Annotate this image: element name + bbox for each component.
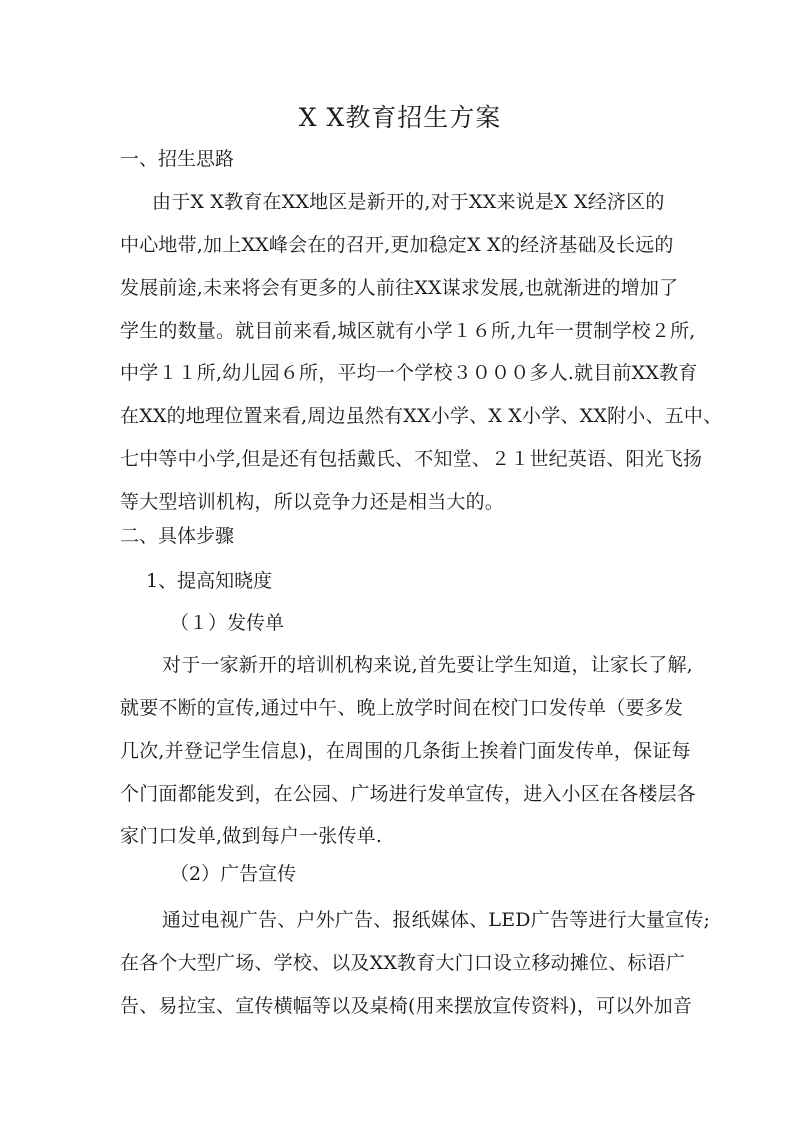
section-heading-1: 一、招生思路 <box>120 148 235 170</box>
paragraph-1-line-5: 中学１１所,幼儿园６所，平均一个学校３０００多人.就目前XX教育 <box>120 362 698 384</box>
subsection-heading-1: 1、提高知晓度 <box>146 570 273 592</box>
paragraph-2-line-4: 个门面都能发到，在公园、广场进行发单宣传，进入小区在各楼层各 <box>120 783 697 805</box>
paragraph-3-line-1: 通过电视广告、户外广告、报纸媒体、LED广告等进行大量宣传; <box>162 909 711 931</box>
document-title: X X教育招生方案 <box>298 103 502 132</box>
subsubsection-heading-2: （2）广告宣传 <box>170 863 297 885</box>
subsubsection-heading-1: （１）发传单 <box>170 612 285 634</box>
paragraph-1-line-1: 由于X X教育在XX地区是新开的,对于XX来说是X X经济区的 <box>152 191 665 213</box>
paragraph-1-line-3: 发展前途,未来将会有更多的人前往XX谋求发展,也就渐进的增加了 <box>120 277 679 299</box>
section-heading-2: 二、具体步骤 <box>120 525 235 547</box>
paragraph-3-line-3: 告、易拉宝、宣传横幅等以及桌椅(用来摆放宣传资料)，可以外加音 <box>120 995 693 1017</box>
paragraph-2-line-5: 家门口发单,做到每户一张传单. <box>120 825 383 847</box>
paragraph-1-line-8: 等大型培训机构，所以竞争力还是相当大的。 <box>120 491 505 513</box>
paragraph-2-line-1: 对于一家新开的培训机构来说,首先要让学生知道，让家长了解, <box>162 654 693 676</box>
paragraph-1-line-7: 七中等中小学,但是还有包括戴氏、不知堂、２１世纪英语、阳光飞扬 <box>120 448 703 470</box>
paragraph-2-line-3: 几次,并登记学生信息)，在周围的几条街上挨着门面发传单，保证每 <box>120 740 691 762</box>
paragraph-3-line-2: 在各个大型广场、学校、以及XX教育大门口设立移动摊位、标语广 <box>120 952 686 974</box>
paragraph-1-line-4: 学生的数量。就目前来看,城区就有小学１６所,九年一贯制学校２所, <box>120 320 696 342</box>
paragraph-1-line-2: 中心地带,加上XX峰会在的召开,更加稳定X X的经济基础及长远的 <box>120 234 674 256</box>
paragraph-1-line-6: 在XX的地理位置来看,周边虽然有XX小学、X X小学、XX附小、五中、 <box>120 405 723 427</box>
paragraph-2-line-2: 就要不断的宣传,通过中午、晚上放学时间在校门口发传单（要多发 <box>120 697 684 719</box>
